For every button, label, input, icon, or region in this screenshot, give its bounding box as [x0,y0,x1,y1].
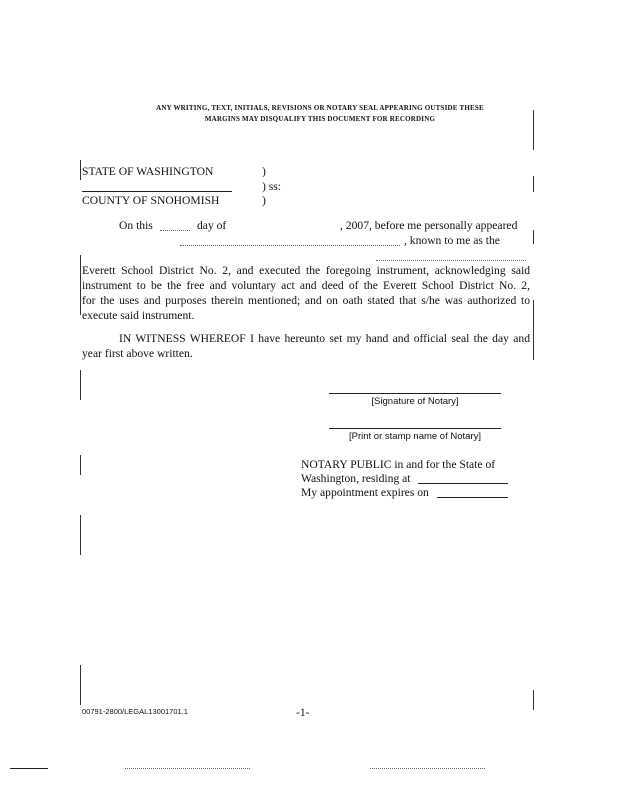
ack-on-this: On this [119,219,153,232]
page-number: -1- [296,706,310,719]
notary-print-name-label: [Print or stamp name of Notary] [349,431,481,442]
venue-underline [82,191,232,192]
title-blank [376,260,526,261]
ack-line5: for the uses and purposes therein mentioned; and on oath stated that s/he was authorized to [82,294,530,307]
ack-known: , known to me as the [404,234,500,247]
notary-print-name-line [329,428,501,429]
notary-residing-line: Washington, residing at [301,472,411,485]
right-margin-mark [533,110,534,150]
scan-edge-mark [125,768,250,769]
name-blank [180,245,400,246]
county-of-snohomish: COUNTY OF SNOHOMISH [82,194,220,207]
margin-warning-line2: MARGINS MAY DISQUALIFY THIS DOCUMENT FOR RECORDING [204,115,436,123]
notary-appointment-line: My appointment expires on [301,486,429,499]
witness-line2: year first above written. [82,347,193,360]
right-margin-mark [533,230,534,244]
notary-signature-label: [Signature of Notary] [371,396,459,407]
ack-day-of: day of [197,219,227,232]
notary-signature-line [329,393,501,394]
venue-ss: ) ss: [262,180,282,193]
margin-warning-line1: ANY WRITING, TEXT, INITIALS, REVISIONS OR NOTARY SEAL APPEARING OUTSIDE THESE [156,104,484,112]
ack-line4: instrument to be the free and voluntary act and deed of the Everett School District No. 2, [82,279,530,292]
appointment-blank [437,497,508,498]
ack-year: , 2007, before me personally appeared [340,219,518,232]
state-of-washington: STATE OF WASHINGTON [82,165,214,178]
day-blank [160,230,190,231]
right-margin-mark [533,176,534,192]
scan-edge-mark [370,768,485,769]
ack-line6: execute said instrument. [82,309,195,322]
scan-edge-mark [10,768,48,769]
ack-line3: Everett School District No. 2, and executed the foregoing instrument, acknowledging said [82,264,530,277]
left-margin-mark [80,665,81,705]
right-margin-mark [533,690,534,710]
left-margin-mark [80,160,81,180]
right-margin-mark [533,300,534,360]
venue-paren: ) [262,194,266,207]
witness-line1: IN WITNESS WHEREOF I have hereunto set my hand and official seal the day and [119,332,530,345]
left-margin-mark [80,515,81,555]
venue-paren: ) [262,165,266,178]
left-margin-mark [80,455,81,475]
left-margin-mark [80,370,81,400]
notary-public-line: NOTARY PUBLIC in and for the State of [301,458,496,471]
residing-blank [418,483,508,484]
left-margin-mark [80,255,81,315]
document-id: 00791-2800/LEGAL13001701.1 [82,707,188,716]
